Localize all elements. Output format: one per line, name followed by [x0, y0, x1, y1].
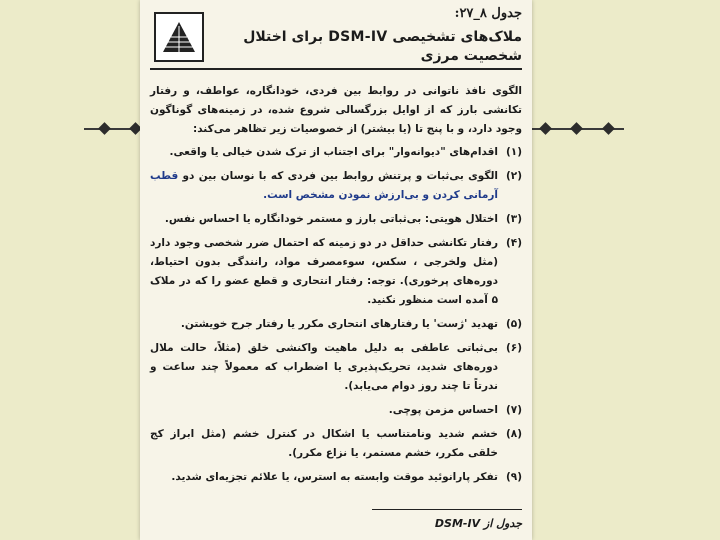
- criteria-list: [150, 143, 522, 487]
- criterion-item: [150, 234, 522, 310]
- criterion-number: (۱): [505, 146, 522, 158]
- criterion-number: (۵): [505, 318, 522, 330]
- criterion-text: بی‌ثباتی عاطفی به دلیل ماهیت واکنشی خلق (مثلاً، حالت ملال دوره‌های شدید، تحریک‌پذیری یا اضطراب که معمولاً چند ساعت و ندرتاً تا چند روز دوام می‌یابد).: [150, 342, 498, 392]
- criterion-item: [150, 315, 522, 334]
- table-number: جدول ۸_۲۷:: [454, 6, 522, 21]
- criterion-number: (۷): [505, 404, 522, 416]
- criterion-item: [150, 143, 522, 162]
- criterion-number: (۶): [505, 342, 522, 354]
- criterion-text: تهدید 'ژست' یا رفتارهای انتحاری مکرر یا رفتار جرح خویشتن.: [180, 318, 498, 330]
- criterion-number: (۸): [505, 428, 522, 440]
- criterion-item: [150, 210, 522, 229]
- criterion-text: احساس مزمن پوچی.: [388, 404, 498, 416]
- criterion-text: اختلال هویتی: بی‌ثباتی بارز و مستمر خودانگاره یا احساس نفس.: [164, 213, 498, 225]
- criterion-item: [150, 339, 522, 396]
- criterion-highlighted-text: قطب آرمانی کردن و بی‌ارزش نمودن مشخص است.: [150, 170, 498, 201]
- criteria-intro: الگوی نافذ ناتوانی در روابط بین فردی، خودانگاره، عواطف، و رفتار تکانشی بارز که از اوایل بزرگسالی شروع شده، در زمینه‌های گوناگون وجود دارد، و با پنج تا (یا بیشتر) از خصوصیات زیر تظاهر می‌کند:: [150, 85, 522, 135]
- criterion-number: (۲): [505, 170, 522, 182]
- criterion-item: [150, 425, 522, 463]
- criterion-item: [150, 468, 522, 487]
- criterion-text: رفتار تکانشی حداقل در دو زمینه که احتمال ضرر شخصی وجود دارد (مثل ولخرجی ، سکس، سوءمصرف مواد، رانندگی بدون احتیاط، دوره‌های پرخوری). توجه: رفتار انتحاری و قطع عضو را که در ملاک ۵ آمده است منظور نکنید.: [150, 237, 498, 306]
- criterion-text: اقدام‌های "دیوانه‌وار" برای اجتناب از ترک شدن خیالی یا واقعی.: [169, 146, 498, 158]
- footer-divider: [372, 509, 522, 510]
- criterion-text: الگوی بی‌ثبات و پرتنش روابط بین فردی که با نوسان بین دو: [182, 170, 499, 182]
- scanned-page: [140, 0, 532, 540]
- criterion-number: (۳): [505, 213, 522, 225]
- table-header: [150, 6, 522, 70]
- triangle-logo-icon: [154, 12, 204, 62]
- criterion-text: تفکر پارانوئید موقت وابسته به استرس، یا علائم تجزیه‌ای شدید.: [171, 471, 498, 483]
- table-source: جدول از DSM-IV: [434, 517, 522, 530]
- criterion-number: (۹): [505, 471, 522, 483]
- page-content: [150, 6, 522, 536]
- criterion-number: (۴): [505, 237, 522, 249]
- table-title: ملاک‌های تشخیصی DSM-IV برای اختلال شخصیت مرزی: [243, 29, 522, 64]
- criterion-item: [150, 167, 522, 205]
- criterion-text: خشم شدید ونامتناسب یا اشکال در کنترل خشم (مثل ابراز کج خلقی مکرر، خشم مستمر، یا نزاع مکرر).: [150, 428, 498, 459]
- criterion-item: [150, 401, 522, 420]
